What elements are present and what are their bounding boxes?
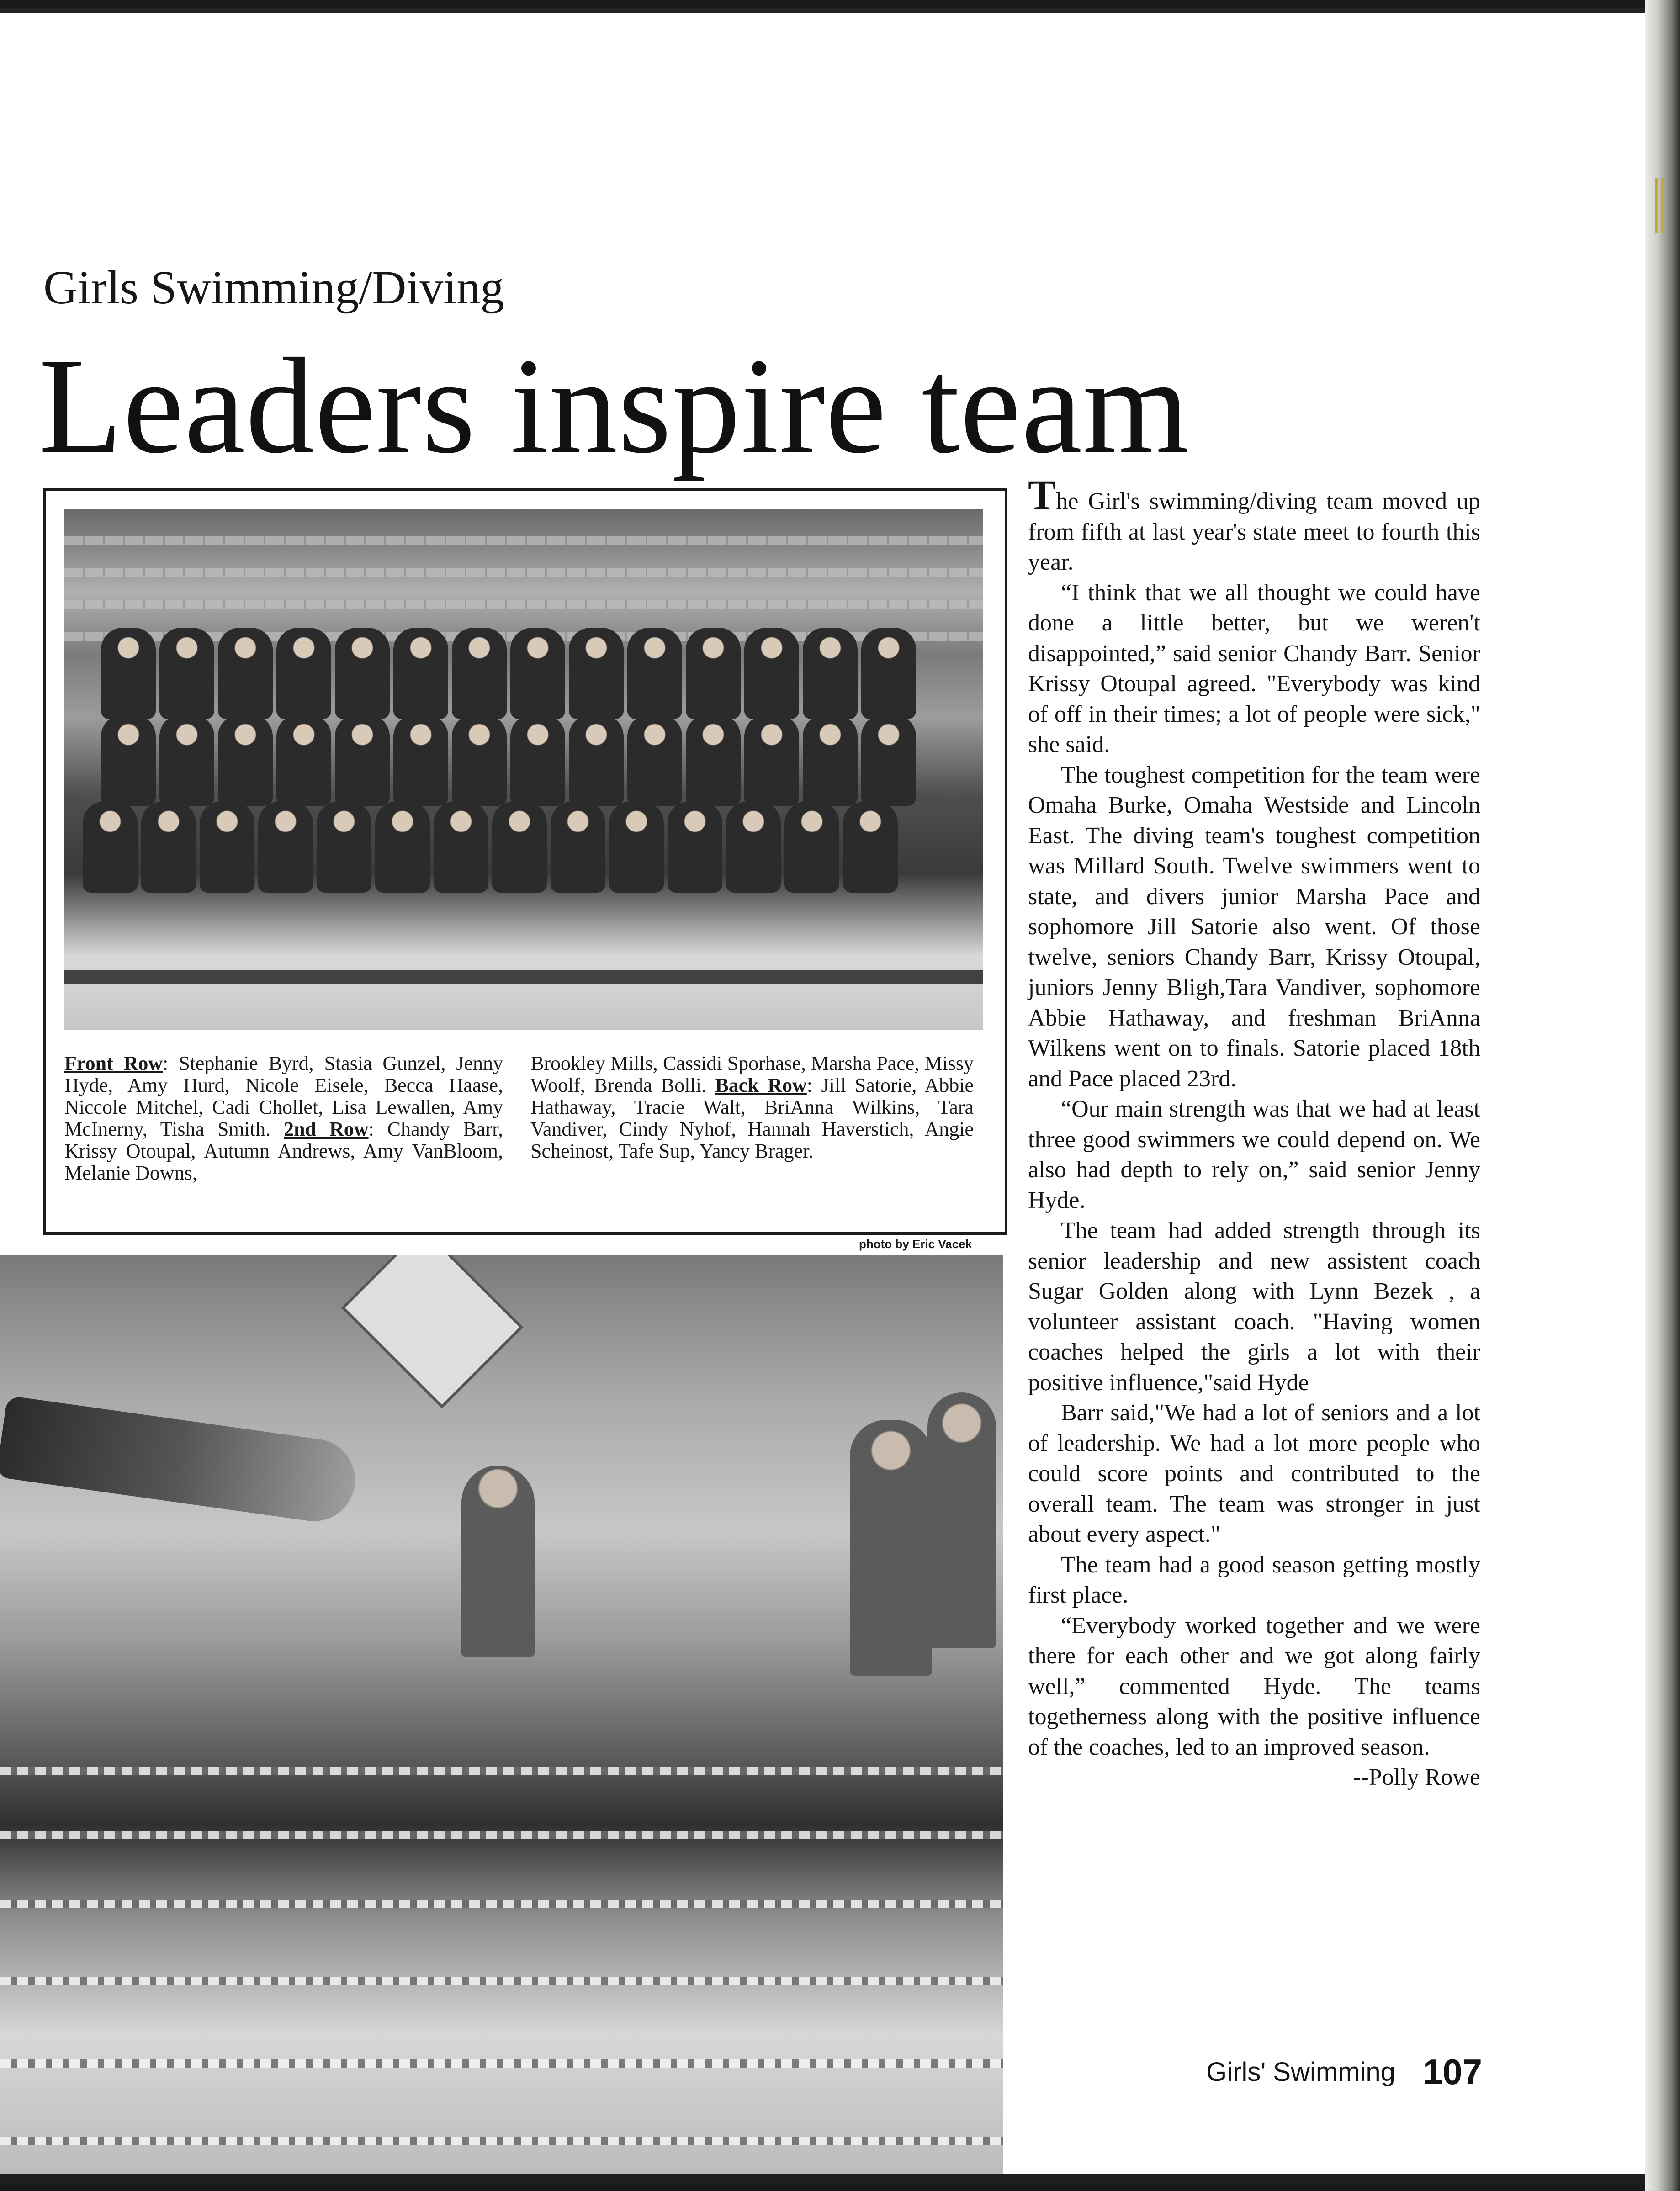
book-binding bbox=[1645, 0, 1680, 2191]
article-paragraph: The team had added strength through its senior leadership and new assistent coach Sugar Golden along with Lynn Bezek , a volunteer assistant coach. "Having women coaches helped the girls a lot with their positive influence,"said Hyde bbox=[1028, 1217, 1480, 1396]
swimmer-figure bbox=[452, 714, 507, 806]
swimmer-figure bbox=[569, 714, 624, 806]
swimmer-figure bbox=[744, 714, 799, 806]
swimmer-figure bbox=[744, 628, 799, 719]
pace-clock bbox=[341, 1255, 524, 1408]
spectator-figure bbox=[927, 1392, 996, 1648]
lane-rope bbox=[0, 1977, 1003, 1985]
bottom-rule bbox=[0, 2174, 1645, 2183]
article-paragraph: Barr said,"We had a lot of seniors and a lot of leadership. We had a lot more people who could score points and contributed to the overall team. The team was stronger in just about every aspect." bbox=[1028, 1400, 1480, 1547]
page-folio bbox=[1206, 2051, 1482, 2093]
swimmer-figure bbox=[668, 801, 722, 893]
spectator-figure bbox=[461, 1466, 535, 1657]
bleacher-row bbox=[64, 600, 983, 609]
swimmer-figure bbox=[83, 801, 138, 893]
article-paragraph: The team had a good season getting mostly first place. bbox=[1028, 1551, 1480, 1608]
article-paragraph bbox=[1028, 471, 1480, 578]
swimmer-figure bbox=[627, 714, 682, 806]
article-body bbox=[1028, 471, 1480, 1793]
front-row-swimmers bbox=[83, 801, 898, 893]
swimmer-figure bbox=[551, 801, 605, 893]
swimmer-figure bbox=[141, 801, 196, 893]
diving-swimmer bbox=[0, 1396, 360, 1527]
second-row-names: : Chandy Barr, Krissy Otoupal, Autumn Andrews, Amy VanBloom, Melanie Downs, bbox=[64, 1118, 503, 1184]
swimmer-figure bbox=[375, 801, 430, 893]
swimmer-figure bbox=[609, 801, 664, 893]
swimmer-figure bbox=[276, 714, 331, 806]
headline: Leaders inspire team bbox=[39, 330, 1190, 482]
swimmer-figure bbox=[627, 628, 682, 719]
bleacher-row bbox=[64, 568, 983, 577]
race-start-photo bbox=[0, 1255, 1003, 2174]
swimmer-figure bbox=[686, 628, 741, 719]
team-photo-caption-right bbox=[530, 1053, 974, 1162]
second-row-names-cont: Brookley Mills, Cassidi Sporhase, Marsha Pace, Missy Woolf, Brenda Bolli. bbox=[530, 1052, 974, 1096]
swimmer-figure bbox=[218, 714, 273, 806]
article-paragraph: “Our main strength was that we had at least three good swimmers we could depend on. We also had depth to rely on,” said senior Jenny Hyde. bbox=[1028, 1096, 1480, 1213]
swimmer-figure bbox=[784, 801, 839, 893]
drop-cap: T bbox=[1028, 471, 1056, 518]
photo-credit: photo by Eric Vacek bbox=[859, 1237, 972, 1251]
second-row-label: 2nd Row bbox=[284, 1118, 369, 1140]
lane-rope bbox=[0, 1900, 1003, 1908]
swimmer-figure bbox=[276, 628, 331, 719]
team-photo-frame bbox=[43, 488, 1007, 1235]
back-row-label: Back Row bbox=[715, 1074, 807, 1096]
swimmer-figure bbox=[434, 801, 488, 893]
front-row-label: Front Row bbox=[64, 1052, 163, 1074]
swimmer-figure bbox=[726, 801, 781, 893]
team-photo bbox=[64, 509, 983, 1030]
article-paragraph: “Everybody worked together and we were there for each other and we got along fairly well,” commented Hyde. The teams togetherness along with the positive influence of the coaches, led to an improved season. bbox=[1028, 1612, 1480, 1760]
front-row-names: : Stephanie Byrd, Stasia Gunzel, Jenny Hyde, Amy Hurd, Nicole Eisele, Becca Haase, Niccole Mitchel, Cadi Chollet, Lisa Lewallen, Amy McInerny, Tisha Smith. bbox=[64, 1052, 503, 1140]
yearbook-page bbox=[0, 8, 1645, 2183]
swimmer-figure bbox=[686, 714, 741, 806]
binding-mark bbox=[1661, 178, 1664, 233]
spectator-figure bbox=[850, 1420, 932, 1676]
swimmer-figure bbox=[510, 628, 565, 719]
swimmer-figure bbox=[569, 628, 624, 719]
swimmer-figure bbox=[335, 714, 390, 806]
swimmer-figure bbox=[452, 628, 507, 719]
lane-rope bbox=[0, 1831, 1003, 1839]
page-number: 107 bbox=[1422, 2052, 1483, 2092]
team-photo-caption-left bbox=[64, 1053, 503, 1184]
swimmer-figure bbox=[200, 801, 254, 893]
swimmer-figure bbox=[393, 628, 448, 719]
binding-mark bbox=[1655, 178, 1658, 233]
top-rule bbox=[0, 8, 1645, 13]
swimmer-figure bbox=[861, 628, 916, 719]
article-paragraph-text: he Girl's swimming/diving team moved up from fifth at last year's state meet to fourth this year. bbox=[1028, 488, 1480, 575]
swimmer-figure bbox=[492, 801, 547, 893]
lane-rope bbox=[0, 1767, 1003, 1775]
swimmer-figure bbox=[393, 714, 448, 806]
folio-section-label: Girls' Swimming bbox=[1206, 2057, 1395, 2087]
swimmer-figure bbox=[101, 714, 156, 806]
back-row-swimmers bbox=[101, 628, 916, 719]
lane-rope bbox=[0, 2137, 1003, 2145]
middle-row-swimmers bbox=[101, 714, 916, 806]
section-label: Girls Swimming/Diving bbox=[43, 261, 504, 314]
swimmer-figure bbox=[159, 628, 214, 719]
bleacher-row bbox=[64, 536, 983, 545]
byline: --Polly Rowe bbox=[1353, 1764, 1480, 1790]
pool-edge bbox=[64, 970, 983, 984]
swimmer-figure bbox=[218, 628, 273, 719]
swimmer-figure bbox=[803, 714, 858, 806]
swimmer-figure bbox=[159, 714, 214, 806]
swimmer-figure bbox=[258, 801, 313, 893]
back-row-names: : Jill Satorie, Abbie Hathaway, Tracie Walt, BriAnna Wilkins, Tara Vandiver, Cindy Nyhof, Hannah Haverstich, Angie Scheinost, Tafe Sup, Yancy Brager. bbox=[530, 1074, 974, 1162]
swimmer-figure bbox=[843, 801, 898, 893]
swimmer-figure bbox=[101, 628, 156, 719]
article-paragraph: “I think that we all thought we could have done a little better, but we weren't disappointed,” said senior Chandy Barr. Senior Krissy Otoupal agreed. "Everybody was kind of off in their times; a lot of people were sick," she said. bbox=[1028, 579, 1480, 757]
swimmer-figure bbox=[510, 714, 565, 806]
swimmer-figure bbox=[803, 628, 858, 719]
lane-rope bbox=[0, 2059, 1003, 2068]
swimmer-figure bbox=[317, 801, 371, 893]
article-paragraph: The toughest competition for the team were Omaha Burke, Omaha Westside and Lincoln East. The diving team's toughest competition was Millard South. Twelve swimmers went to state, and divers junior Marsha Pace and sophomore Jill Satorie also went. Of those twelve, seniors Chandy Barr, Krissy Otoupal, juniors Jenny Bligh,Tara Vandiver, sophomore Abbie Hathaway, and freshman BriAnna Wilkens went on to finals. Satorie placed 18th and Pace placed 23rd. bbox=[1028, 762, 1480, 1092]
swimmer-figure bbox=[335, 628, 390, 719]
swimmer-figure bbox=[861, 714, 916, 806]
